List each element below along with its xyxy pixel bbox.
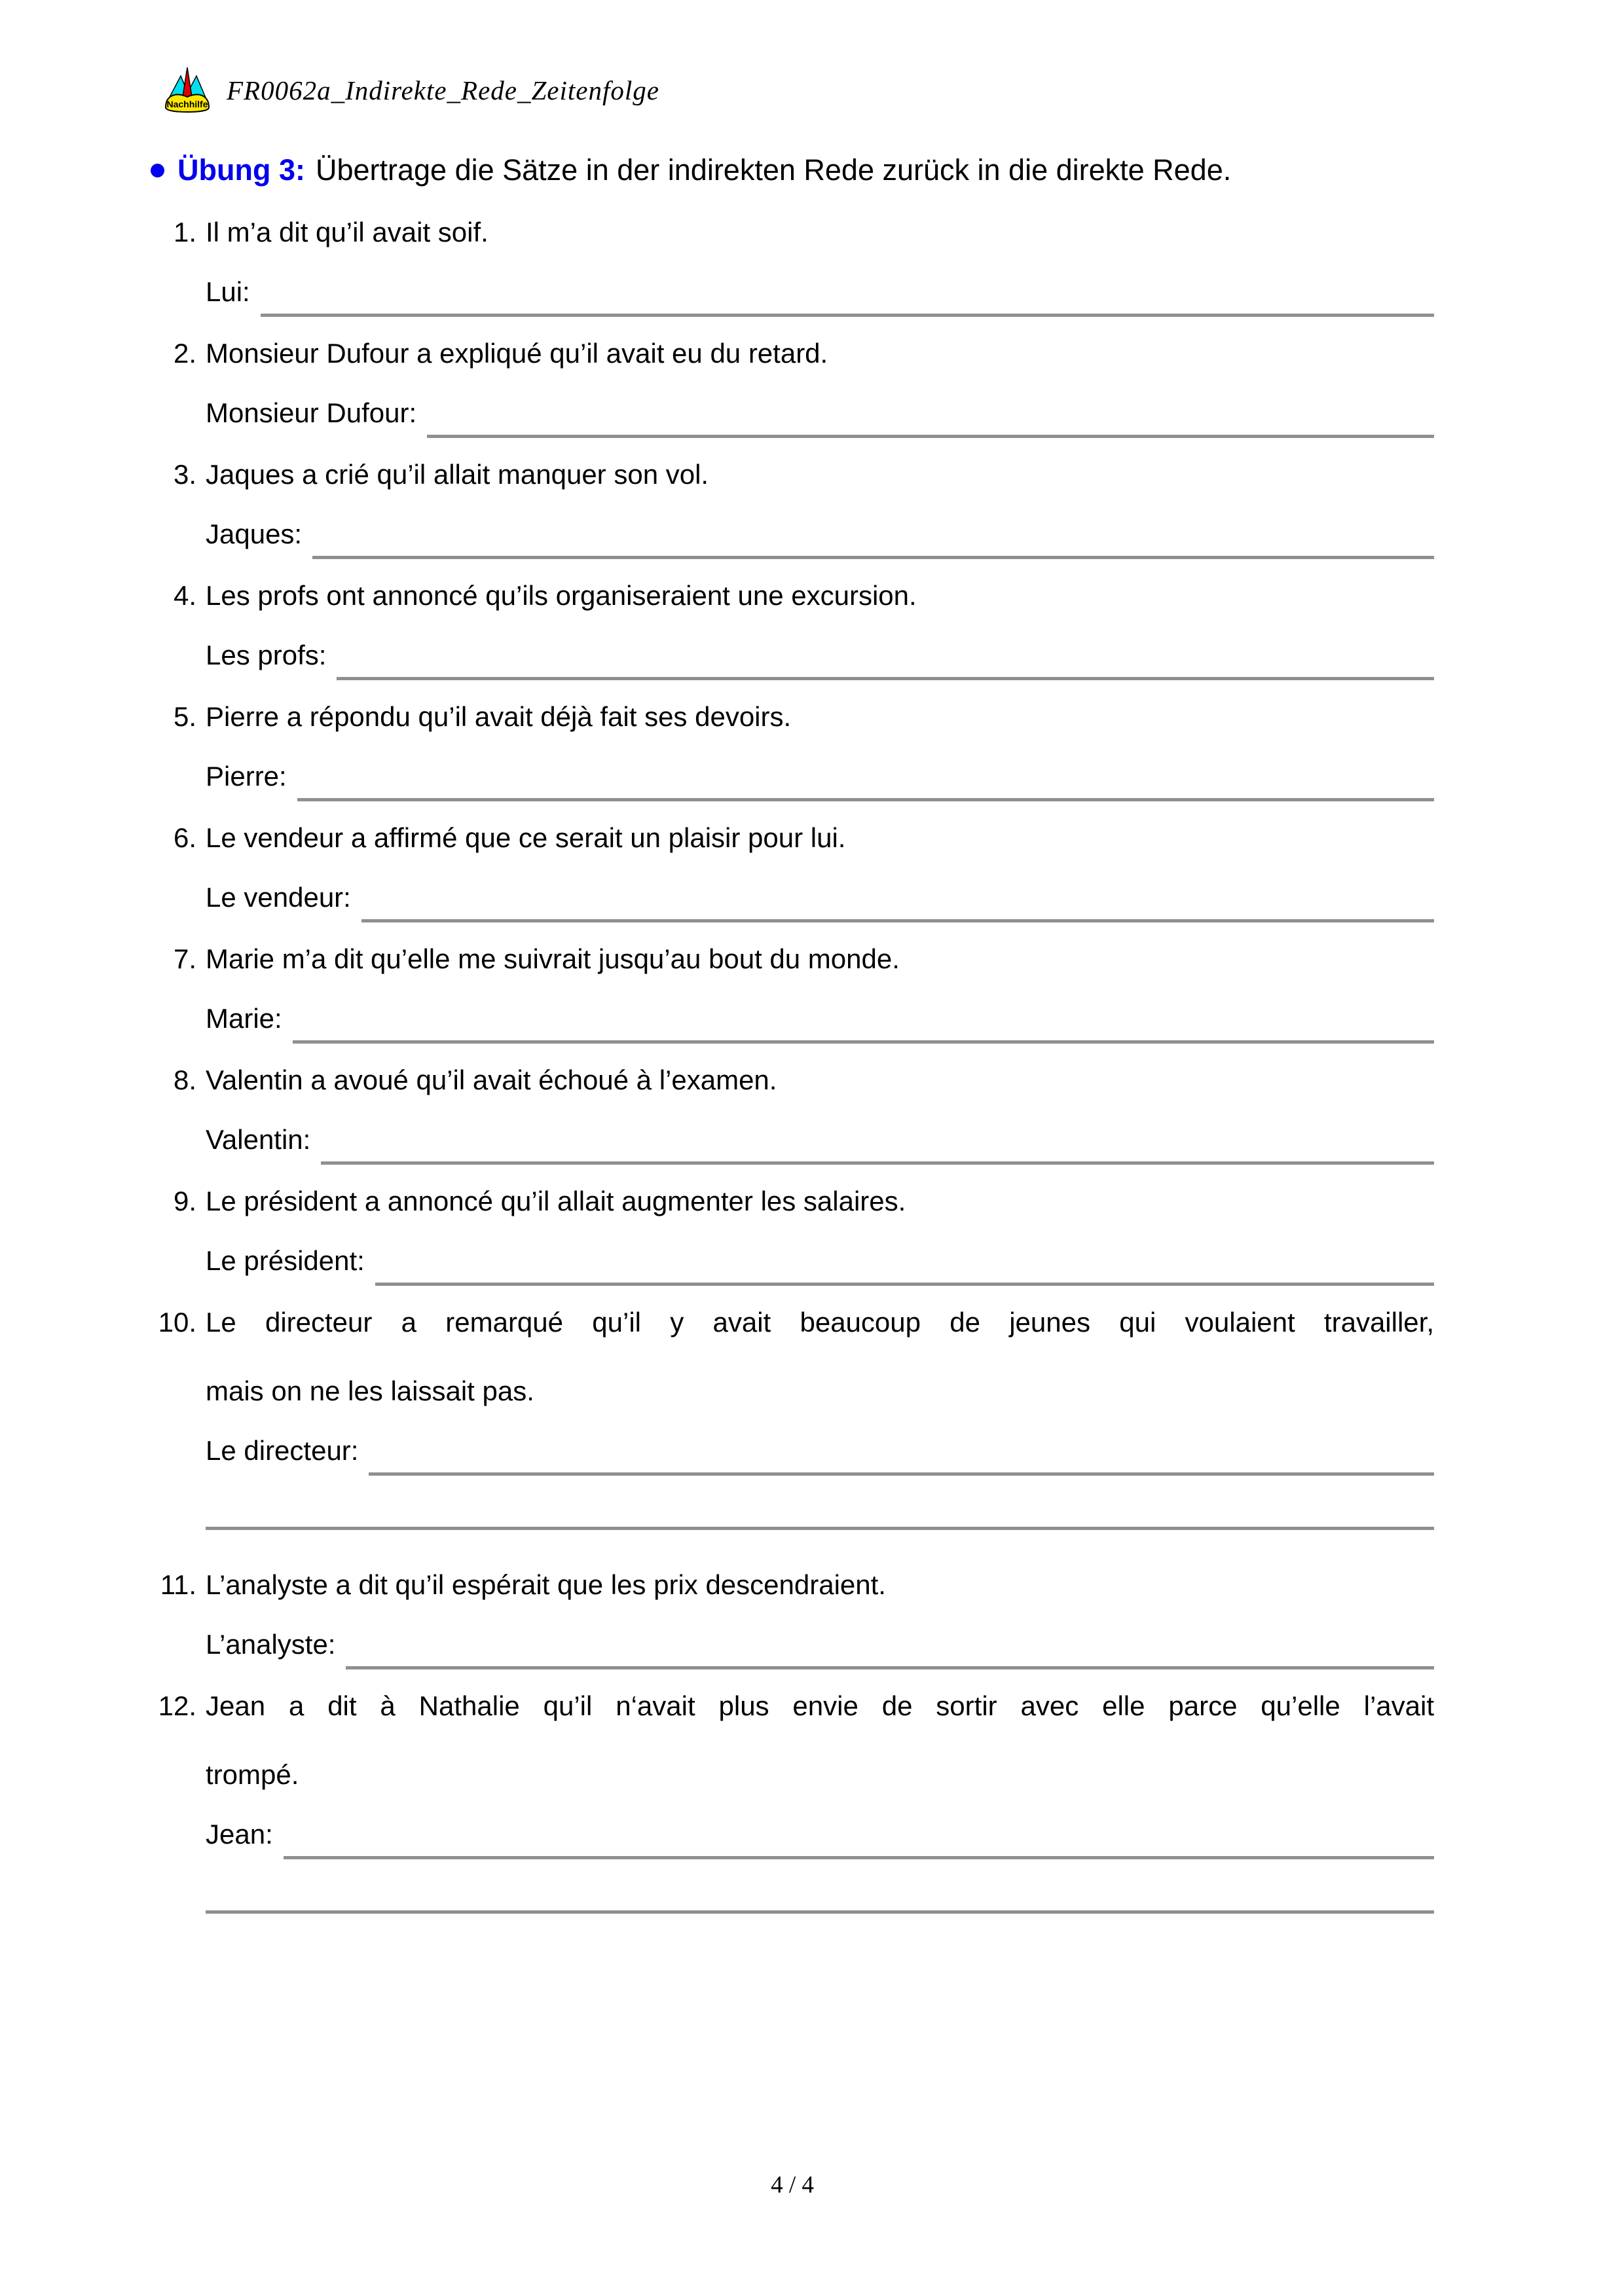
item-number: 4. [173, 580, 196, 611]
answer-label: Les profs: [206, 639, 327, 670]
item-sentence: Le vendeur a affirmé que ce serait un plaisir pour lui. [206, 822, 846, 853]
item-number: 2. [173, 338, 196, 369]
answer-label: Jean: [206, 1818, 273, 1850]
item-sentence: L’analyste a dit qu’il espérait que les prix descendraient. [206, 1569, 886, 1600]
exercise-item-10 [151, 1305, 1434, 1530]
extra-answer-line[interactable] [206, 1527, 1434, 1530]
answer-label: Marie: [206, 1002, 282, 1034]
exercise-item-1 [151, 215, 1434, 309]
exercise-item-7 [151, 942, 1434, 1036]
item-number: 12. [158, 1690, 196, 1721]
item-number: 10. [158, 1307, 196, 1338]
item-sentence: Les profs ont annoncé qu’ils organiseraient une excursion. [206, 580, 917, 611]
answer-blank-line[interactable] [293, 1040, 1434, 1044]
exercise-instruction: Übertrage die Sätze in der indirekten Rede zurück in die direkte Rede. [315, 153, 1232, 187]
answer-label: Pierre: [206, 760, 287, 792]
answer-label: Valentin: [206, 1123, 311, 1155]
bullet-icon [151, 164, 164, 177]
item-sentence [206, 1305, 1434, 1409]
answer-label: Lui: [206, 276, 250, 307]
answer-blank-line[interactable] [284, 1856, 1434, 1859]
exercise-item-4 [151, 579, 1434, 672]
item-number: 1. [173, 217, 196, 247]
item-sentence: Pierre a répondu qu’il avait déjà fait ses devoirs. [206, 701, 792, 732]
item-sentence: Valentin a avoué qu’il avait échoué à l’examen. [206, 1065, 777, 1095]
logo-text: Nachhilfe [166, 99, 208, 109]
item-sentence: Il m’a dit qu’il avait soif. [206, 217, 489, 247]
answer-blank-line[interactable] [369, 1472, 1434, 1476]
item-number: 6. [173, 822, 196, 853]
answer-blank-line[interactable] [312, 556, 1434, 559]
item-number: 7. [173, 943, 196, 974]
item-sentence: Le président a annoncé qu’il allait augmenter les salaires. [206, 1186, 906, 1216]
exercise-item-8 [151, 1063, 1434, 1157]
answer-label: Le président: [206, 1245, 365, 1276]
answer-label: L’analyste: [206, 1628, 336, 1660]
exercise-item-9 [151, 1184, 1434, 1278]
item-sentence-line-1: Le directeur a remarqué qu’il y avait beaucoup de jeunes qui voulaient travailler, [206, 1307, 1434, 1338]
exercise-item-6 [151, 821, 1434, 915]
exercise-heading [151, 153, 1434, 188]
answer-label: Jaques: [206, 518, 303, 549]
item-number: 8. [173, 1065, 196, 1095]
nachhilfe-logo [162, 65, 212, 115]
exercise-item-12 [151, 1689, 1434, 1914]
item-number: 9. [173, 1186, 196, 1216]
exercise-item-5 [151, 700, 1434, 793]
answer-blank-line[interactable] [346, 1666, 1434, 1669]
answer-blank-line[interactable] [427, 435, 1434, 438]
answer-label: Le vendeur: [206, 881, 351, 913]
item-sentence: Marie m’a dit qu’elle me suivrait jusqu’au bout du monde. [206, 943, 900, 974]
exercise-item-2 [151, 337, 1434, 430]
item-number: 11. [160, 1569, 196, 1600]
page-header [162, 65, 659, 115]
item-sentence: Monsieur Dufour a expliqué qu’il avait eu du retard. [206, 338, 828, 369]
item-sentence-line-1: Jean a dit à Nathalie qu’il n‘avait plus envie de sortir avec elle parce qu’elle l’avait [206, 1690, 1434, 1721]
item-sentence-line-2: trompé. [206, 1759, 299, 1790]
answer-blank-line[interactable] [361, 919, 1434, 922]
exercise-item-11 [151, 1568, 1434, 1662]
exercise-item-3 [151, 458, 1434, 551]
answer-label: Le directeur: [206, 1434, 359, 1466]
answer-label: Monsieur Dufour: [206, 397, 417, 428]
answer-blank-line[interactable] [375, 1283, 1434, 1286]
item-sentence: Jaques a crié qu’il allait manquer son vol. [206, 459, 709, 490]
document-title: FR0062a_Indirekte_Rede_Zeitenfolge [227, 75, 659, 105]
item-number: 5. [173, 701, 196, 732]
item-number: 3. [173, 459, 196, 490]
page-number: 4 / 4 [771, 2172, 814, 2198]
exercise-label: Übung 3: [177, 153, 305, 187]
answer-blank-line[interactable] [321, 1161, 1434, 1165]
exercise-content [151, 153, 1434, 1952]
answer-blank-line[interactable] [261, 314, 1434, 317]
extra-answer-line[interactable] [206, 1910, 1434, 1914]
item-sentence-line-2: mais on ne les laissait pas. [206, 1376, 534, 1406]
answer-blank-line[interactable] [297, 798, 1434, 801]
answer-blank-line[interactable] [337, 677, 1434, 680]
item-sentence [206, 1689, 1434, 1793]
